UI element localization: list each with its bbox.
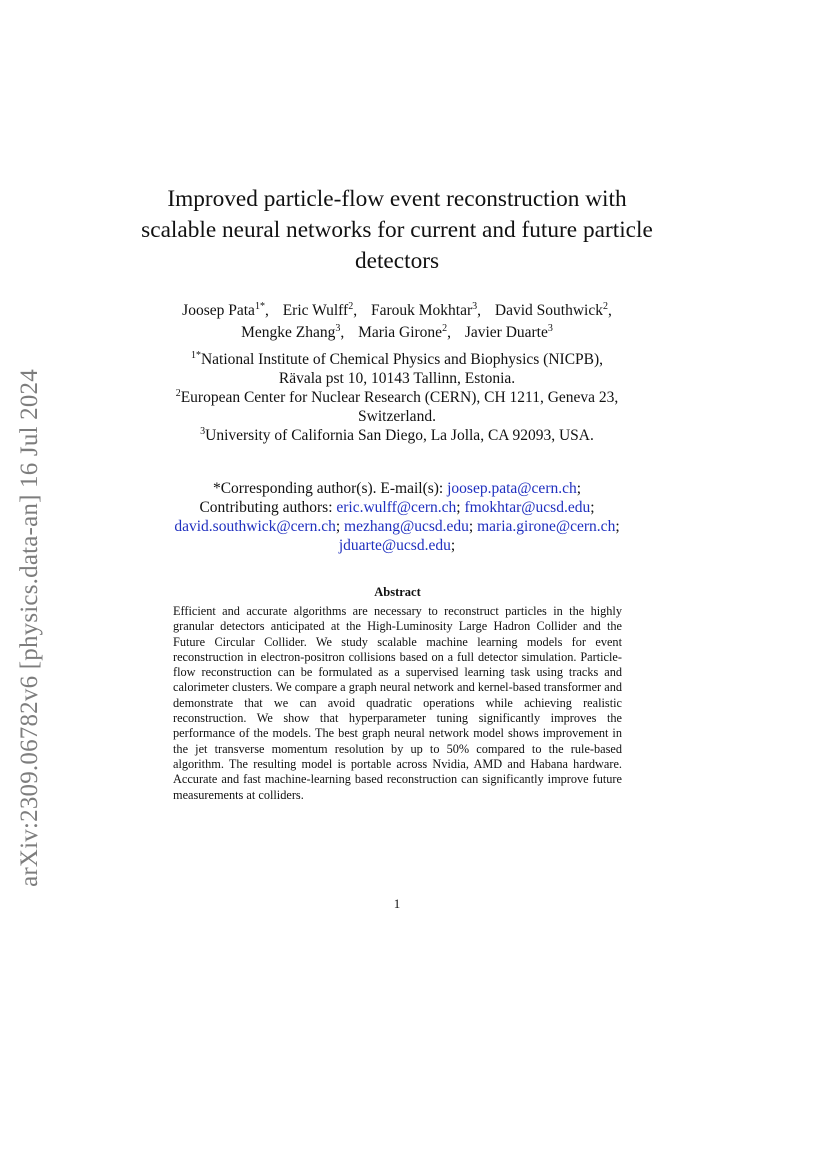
email-link[interactable]: eric.wulff@cern.ch: [336, 499, 457, 516]
affiliation-mark: 3: [200, 426, 206, 437]
affiliation-text: University of California San Diego, La Jolla, CA 92093, USA.: [205, 427, 594, 444]
email-link[interactable]: mezhang@ucsd.edu: [344, 518, 469, 535]
author-entry: [283, 302, 357, 319]
author-entry: [241, 324, 344, 341]
affiliation-mark: 2: [175, 388, 181, 399]
corresponding-label: *Corresponding author(s). E-mail(s):: [212, 480, 448, 497]
email-link[interactable]: maria.girone@cern.ch: [477, 518, 616, 535]
paper-title: Improved particle-flow event reconstruction with scalable neural networks for current and future particle detectors: [141, 186, 653, 274]
author-entry: [358, 324, 451, 341]
author-affiliation-mark: 3: [335, 323, 341, 334]
author-entry: [371, 302, 481, 319]
author-separator: ,: [447, 324, 451, 341]
author-affiliation-mark: 1*: [254, 301, 265, 312]
abstract-heading: Abstract: [374, 585, 421, 599]
affiliation-text: National Institute of Chemical Physics and Biophysics (NICPB),: [200, 351, 604, 368]
author-name: Eric Wulff: [282, 302, 349, 319]
author-list: [140, 300, 654, 344]
email-link[interactable]: joosep.pata@cern.ch: [447, 480, 577, 497]
author-affiliation-mark: 2: [442, 323, 448, 334]
affiliation-text: European Center for Nuclear Research (CERN), CH 1211, Geneva 23,: [180, 389, 619, 406]
author-name: Javier Duarte: [464, 324, 548, 341]
author-name: Maria Girone: [358, 324, 443, 341]
author-separator: ,: [607, 302, 612, 319]
author-name: David Southwick: [494, 302, 603, 319]
author-separator: ,: [340, 324, 345, 341]
author-affiliation-mark: 2: [602, 301, 608, 312]
author-affiliation-mark: 2: [348, 301, 354, 312]
affiliation-line: [140, 407, 654, 426]
email-link[interactable]: fmokhtar@ucsd.edu: [464, 499, 591, 516]
author-affiliation-mark: 3: [547, 323, 553, 334]
affiliation-line: [140, 388, 654, 407]
author-name: Joosep Pata: [182, 302, 255, 319]
author-affiliation-mark: 3: [472, 301, 478, 312]
contributing-authors-line: Contributing authors: eric.wulff@cern.ch; fmokhtar@ucsd.edu;: [199, 499, 595, 516]
abstract-text: Efficient and accurate algorithms are necessary to reconstruct particles in the highly granular detectors anticipated at the High-Luminosity Large Hadron Collider and the Future Circular Collider. We study scalable machine learning models for event reconstruction in electron-positron collisions based on a full detector simulation. Particle-flow reconstruction can be formulated as a supervised learning task using tracks and calorimeter clusters. We compare a graph neural network and kernel-based transformer and demonstrate that we can avoid quadratic operations while achieving realistic reconstruction. We show that hyperparameter tuning significantly improves the performance of the models. The best graph neural network model shows improvement in the jet transverse momentum resolution by up to 50% compared to the rule-based algorithm. The resulting model is portable across Nvidia, AMD and Habana hardware. Accurate and fast machine-learning based reconstruction can significantly improve future measurements at colliders.: [173, 604, 622, 802]
arxiv-identifier: arXiv:2309.06782v6 [physics.data-an] 16 Jul 2024: [16, 369, 43, 887]
author-separator: ,: [264, 302, 269, 319]
author-name: Mengke Zhang: [241, 324, 336, 341]
email-link[interactable]: jduarte@ucsd.edu: [338, 537, 451, 554]
author-entry: [465, 324, 553, 341]
affiliation-line: [140, 426, 654, 445]
author-entry: [182, 302, 269, 319]
affiliation-text: Rävala pst 10, 10143 Tallinn, Estonia.: [278, 370, 516, 387]
contact-block: [140, 479, 654, 555]
arxiv-sidenote: [12, 338, 48, 918]
affiliation-mark: 1*: [190, 350, 201, 361]
corresponding-author-line: *Corresponding author(s). E-mail(s): joosep.pata@cern.ch;: [212, 480, 582, 497]
affiliation-line: [140, 350, 654, 369]
contributing-label: Contributing authors:: [199, 499, 337, 516]
contributing-authors-line: david.southwick@cern.ch; mezhang@ucsd.edu; maria.girone@cern.ch;: [174, 518, 620, 535]
affiliation-text: Switzerland.: [358, 408, 436, 425]
author-entry: [495, 302, 612, 319]
page-number: 1: [393, 896, 401, 911]
affiliation-line: [140, 369, 654, 388]
contributing-authors-line: jduarte@ucsd.edu;: [338, 537, 456, 554]
author-name: Farouk Mokhtar: [370, 302, 473, 319]
affiliations: [140, 350, 654, 445]
email-link[interactable]: david.southwick@cern.ch: [174, 518, 336, 535]
author-separator: ,: [477, 302, 482, 319]
author-separator: ,: [353, 302, 358, 319]
